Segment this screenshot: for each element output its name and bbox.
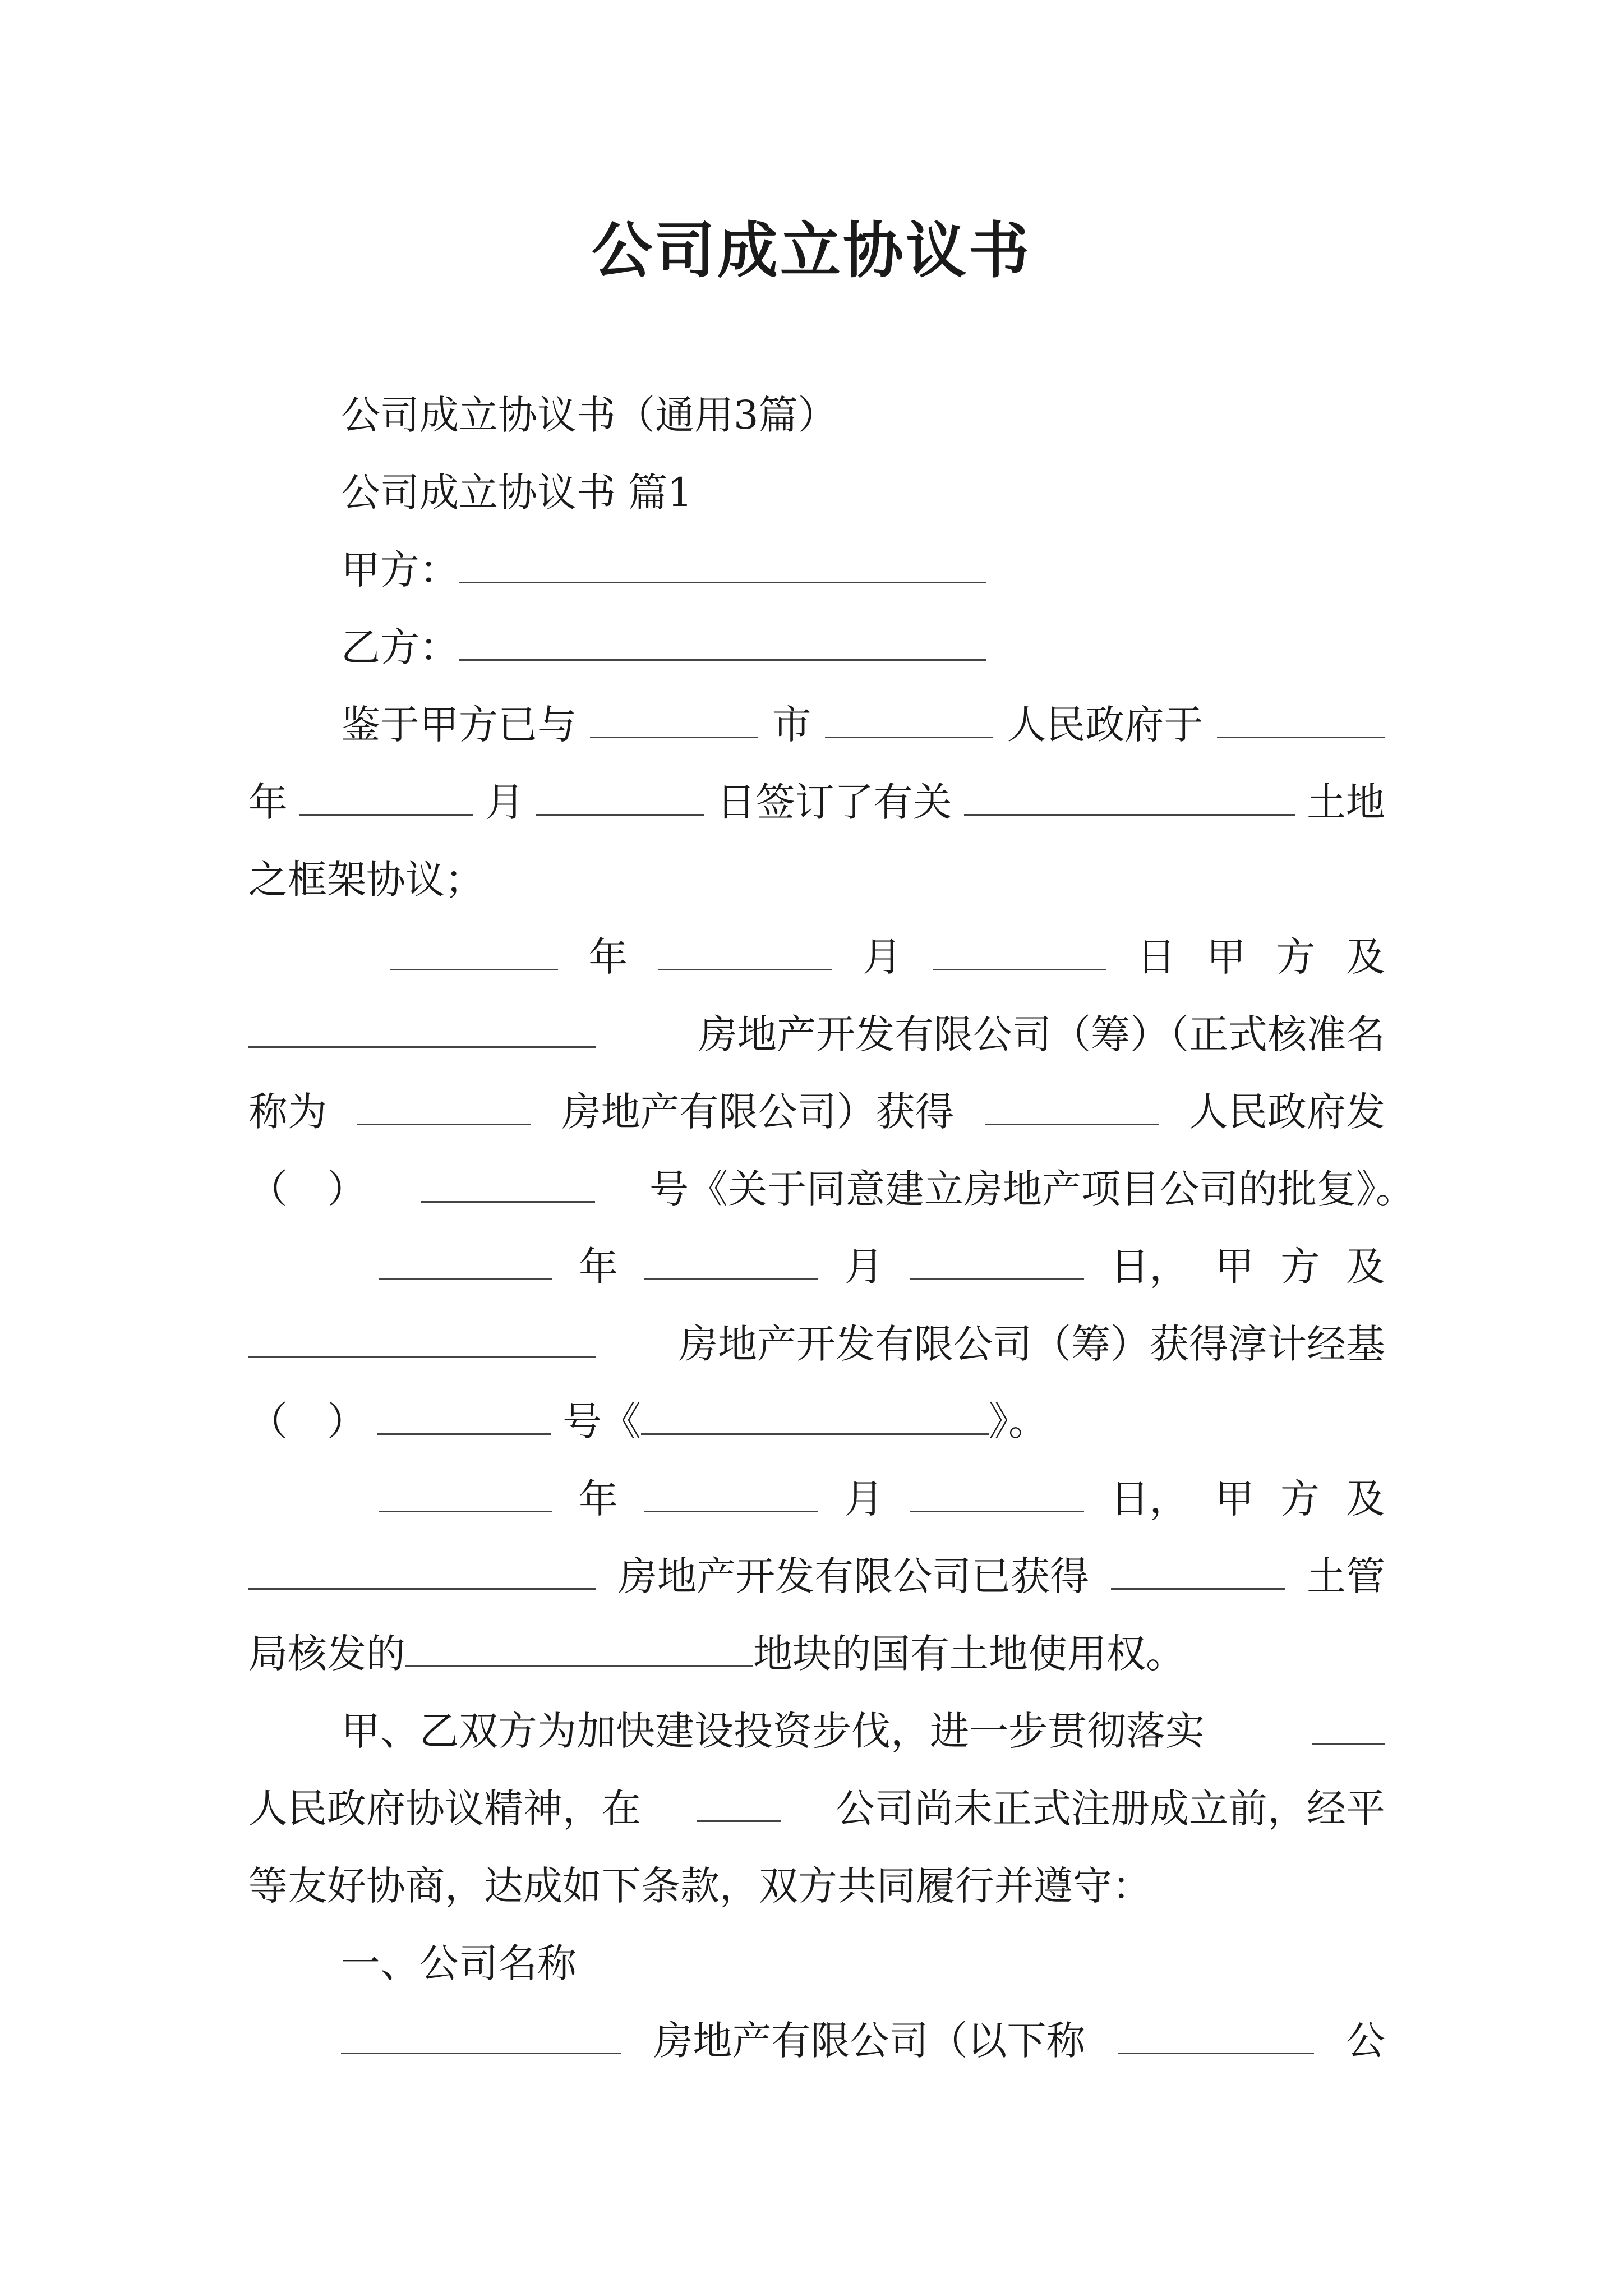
text-segment: 人民政府协议精神，在 (248, 1786, 641, 1832)
fill-in-blank[interactable] (641, 1398, 989, 1435)
fill-in-blank[interactable] (1111, 1553, 1285, 1590)
p3-line3 (248, 1393, 1048, 1450)
p1-line3: 之框架协议； (248, 857, 484, 903)
fill-in-blank[interactable] (1217, 702, 1385, 738)
text-segment: 月 (844, 1244, 884, 1290)
fill-in-blank[interactable] (421, 1166, 595, 1203)
text-segment: 年 (578, 1476, 618, 1522)
text-segment: 日， (1110, 1244, 1189, 1290)
text-segment: 及 (1346, 934, 1385, 980)
party-a-line (341, 542, 986, 598)
fill-in-blank[interactable] (644, 1476, 818, 1512)
fill-in-blank[interactable] (248, 1553, 596, 1590)
text-segment: 号《关于同意建立房地产项目公司的批复》。 (649, 1166, 1415, 1212)
text-segment: （ ） (248, 1166, 366, 1212)
text-segment: 甲 (1206, 934, 1246, 980)
text-segment: 月 (485, 779, 525, 825)
clause1-heading: 一、公司名称 (341, 1940, 577, 1986)
text-segment: 日 (1136, 934, 1176, 980)
fill-in-blank[interactable] (644, 1244, 818, 1280)
fill-in-blank[interactable] (985, 1089, 1159, 1125)
document-title: 公司成立协议书 (591, 215, 1031, 286)
text-segment: 房地产开发有限公司已获得 (618, 1553, 1089, 1599)
text-segment: 甲 (1215, 1476, 1255, 1522)
party-b-line (341, 619, 986, 675)
fill-in-blank[interactable] (390, 934, 558, 970)
text-segment: 土管 (1307, 1553, 1385, 1599)
p2-line4 (248, 1161, 1415, 1217)
p5-line1 (341, 1703, 1385, 1759)
fill-in-blank[interactable] (357, 1089, 531, 1125)
text-segment: 》。 (989, 1398, 1048, 1444)
fill-in-blank[interactable] (1118, 2018, 1314, 2054)
text-segment: 称为 (248, 1089, 327, 1135)
fill-in-blank[interactable] (536, 779, 704, 816)
text-segment: 方 (1276, 934, 1316, 980)
text-segment: 方 (1280, 1244, 1320, 1290)
fill-in-blank[interactable] (377, 1398, 551, 1435)
subtitle: 公司成立协议书（通用3篇） (341, 392, 837, 438)
p4-line3 (248, 1626, 1185, 1682)
party-b-blank[interactable] (459, 624, 986, 661)
party-b-label: 乙方： (341, 624, 459, 670)
fill-in-blank[interactable] (248, 1321, 596, 1358)
p2-line2 (248, 1006, 1385, 1062)
fill-in-blank[interactable] (379, 1244, 552, 1280)
clause1-line1 (341, 2013, 1385, 2069)
p4-line2 (248, 1548, 1385, 1604)
fill-in-blank[interactable] (658, 934, 832, 970)
fill-in-blank[interactable] (405, 1631, 753, 1667)
p5-line2 (248, 1780, 1385, 1837)
text-segment: 年 (578, 1244, 618, 1290)
section-heading: 公司成立协议书 篇1 (341, 470, 693, 516)
p2-line3 (248, 1084, 1385, 1140)
fill-in-blank[interactable] (910, 1476, 1084, 1512)
text-segment: 年 (248, 779, 288, 825)
text-segment: 局核发的 (248, 1631, 405, 1677)
fill-in-blank[interactable] (1312, 1708, 1385, 1745)
text-segment: 日签订了有关 (716, 779, 952, 825)
fill-in-blank[interactable] (590, 702, 758, 738)
text-segment: 及 (1346, 1244, 1385, 1290)
text-segment: （ ） (248, 1398, 366, 1444)
text-segment: 及 (1346, 1476, 1385, 1522)
text-segment: 人民政府于 (1007, 702, 1204, 748)
text-segment: 房地产开发有限公司（筹）（正式核准名 (698, 1011, 1385, 1057)
p5-line3: 等友好协商，达成如下条款，双方共同履行并遵守： (248, 1863, 1151, 1909)
text-segment: 年 (588, 934, 628, 980)
fill-in-blank[interactable] (299, 779, 473, 816)
text-segment: 方 (1280, 1476, 1320, 1522)
text-segment: 人民政府发 (1189, 1089, 1385, 1135)
text-segment: 甲 (1215, 1244, 1255, 1290)
text-segment: 日， (1110, 1476, 1189, 1522)
text-segment: 月 (863, 934, 902, 980)
fill-in-blank[interactable] (248, 1011, 596, 1048)
fill-in-blank[interactable] (825, 702, 993, 738)
fill-in-blank[interactable] (910, 1244, 1084, 1280)
text-segment: 地块的国有土地使用权。 (753, 1631, 1185, 1677)
p3-line2 (248, 1316, 1385, 1372)
p4-line1 (379, 1471, 1385, 1527)
text-segment: 市 (772, 702, 811, 748)
text-segment: 号《 (562, 1398, 641, 1444)
text-segment: 甲、乙双方为加快建设投资步伐，进一步贯彻落实 (341, 1708, 1205, 1754)
fill-in-blank[interactable] (964, 779, 1295, 816)
p2-line1 (390, 929, 1385, 985)
text-segment: 公 (1345, 2018, 1385, 2064)
text-segment: 房地产有限公司（以下称 (653, 2018, 1086, 2064)
party-a-blank[interactable] (459, 547, 986, 583)
fill-in-blank[interactable] (933, 934, 1106, 970)
text-segment: 房地产有限公司）获得 (561, 1089, 955, 1135)
text-segment: 公司尚未正式注册成立前，经平 (836, 1786, 1385, 1832)
fill-in-blank[interactable] (379, 1476, 552, 1512)
p3-line1 (379, 1239, 1385, 1295)
p1-line1 (341, 697, 1385, 753)
fill-in-blank[interactable] (697, 1786, 781, 1822)
text-segment: 鉴于甲方已与 (341, 702, 577, 748)
text-segment: 土地 (1306, 779, 1385, 825)
text-segment: 房地产开发有限公司（筹）获得淳计经基 (679, 1321, 1385, 1367)
p1-line2 (248, 774, 1385, 830)
text-segment: 月 (844, 1476, 884, 1522)
fill-in-blank[interactable] (341, 2018, 621, 2054)
party-a-label: 甲方： (341, 547, 459, 593)
